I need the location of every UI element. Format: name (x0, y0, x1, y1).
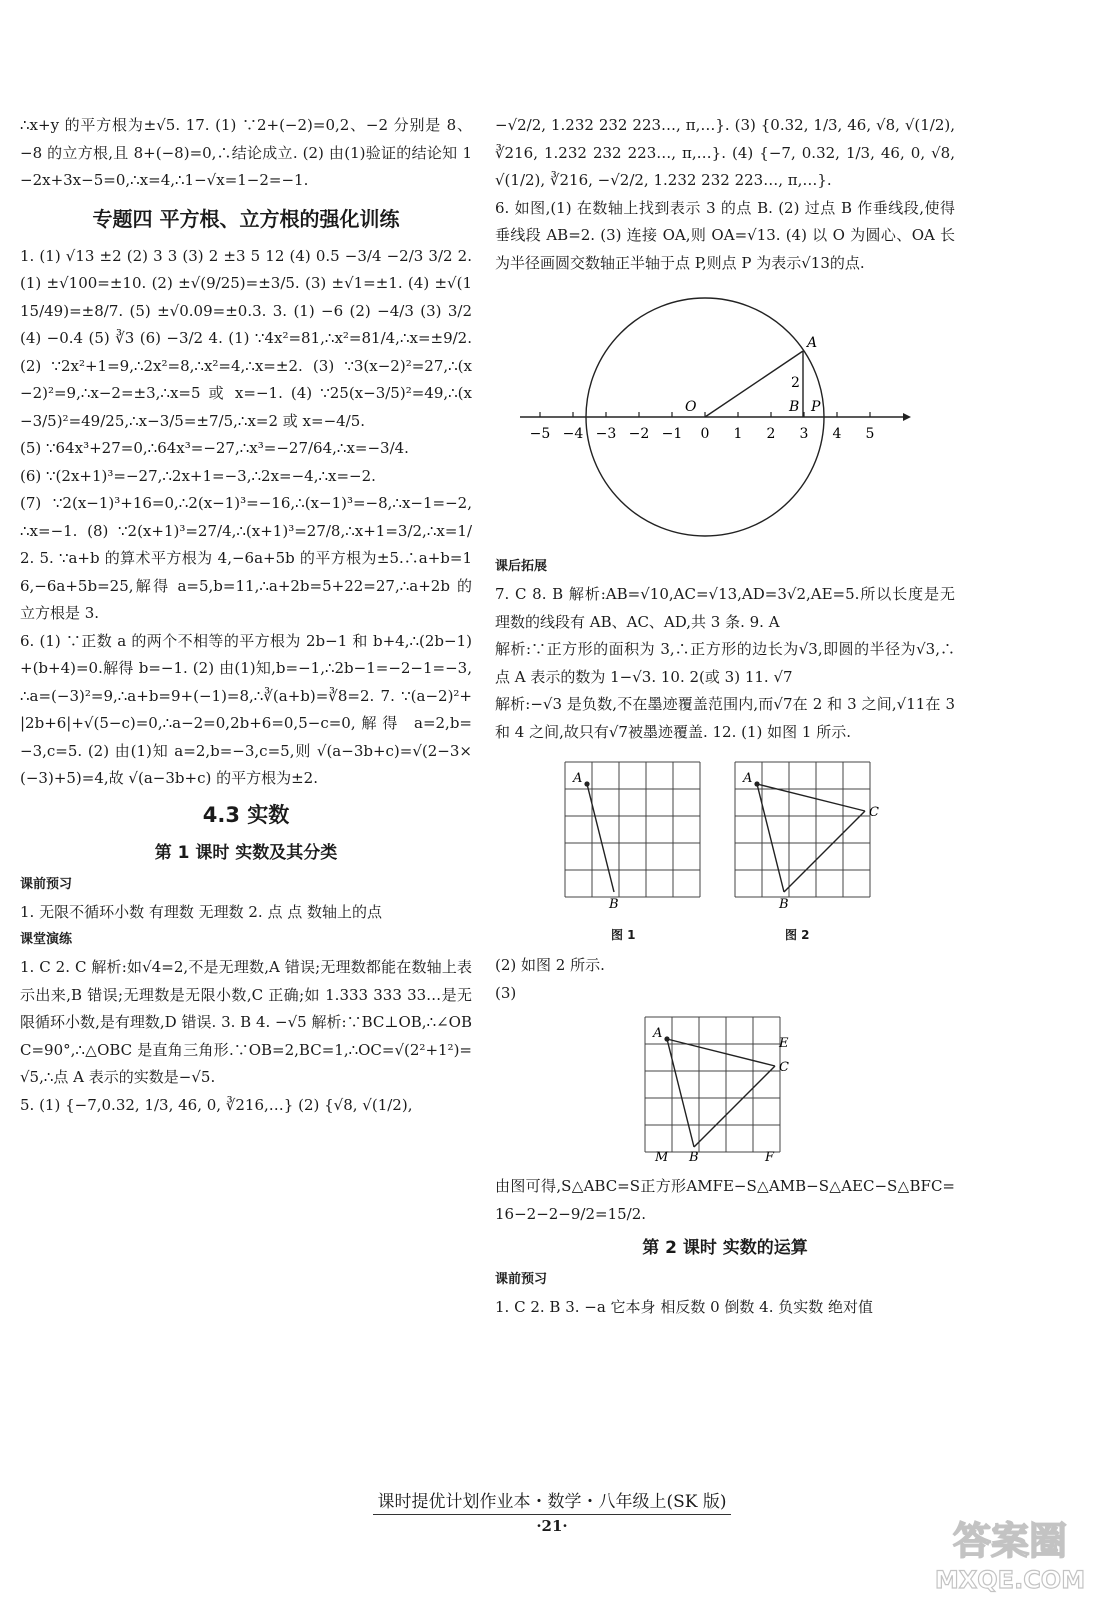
axis-tick-label: 3 (799, 426, 809, 442)
answer-paragraph: 5. (1) {−7,0.32, 1/3, 46, 0, ∛216,…} (2) {√8, √(1/2), (20, 1095, 413, 1114)
grid-figure-3-svg (495, 1013, 915, 1163)
axis-tick-label: 5 (865, 426, 875, 442)
grid-figure-3 (495, 1013, 955, 1167)
number-line-circle-diagram (495, 283, 915, 545)
grid3-C-label: C (779, 1060, 789, 1075)
number-line-figure (495, 283, 955, 549)
answer-paragraph: ∴x+y 的平方根为±√5. 17. (1) ∵2+(−2)=0,2、−2 分别是 8、−8 的立方根,且 8+(−8)=0,∴结论成立. (2) 由(1)验证的结论知 1−2x+3x−5=0,∴x=4,∴1−√x=1−2=−1. (20, 116, 472, 189)
topic-heading: 专题四 平方根、立方根的强化训练 (92, 206, 400, 231)
ab-length-label: 2 (791, 375, 800, 391)
grid1-B-label: B (609, 897, 619, 912)
grid3-A-label: A (653, 1026, 663, 1041)
answer-paragraph: 1. 无限不循环小数 有理数 无理数 2. 点 点 数轴上的点 (20, 902, 383, 921)
subsection-label: 课前预习 (20, 876, 73, 892)
answer-paragraph: (2) 如图 2 所示. (495, 956, 605, 974)
axis-tick-label: −2 (628, 426, 650, 442)
answer-paragraph: (3) (495, 983, 517, 1002)
book-title: 课时提优计划作业本・数学・八年级上(SK 版) (373, 1490, 730, 1515)
grid3-F-label: F (765, 1150, 775, 1163)
axis-tick-label: 1 (733, 426, 743, 442)
answer-paragraph: 1. C 2. B 3. −a 它本身 相反数 0 倒数 4. 负实数 绝对值 (495, 1298, 874, 1316)
watermark-logo (922, 1510, 1098, 1596)
point-O-label: O (685, 399, 697, 415)
figure1-caption: 图 1 (611, 928, 636, 942)
answer-paragraph: (6) ∵(2x+1)³=−27,∴2x+1=−3,∴2x=−4,∴x=−2. (20, 466, 376, 485)
grid3-B-label: B (689, 1150, 699, 1163)
lesson-heading: 第 2 课时 实数的运算 (642, 1238, 808, 1258)
point-B-label: B (789, 399, 800, 415)
axis-tick-label: 2 (766, 426, 776, 442)
point-A-label: A (807, 335, 818, 351)
lesson-heading: 第 1 课时 实数及其分类 (154, 842, 338, 863)
watermark-cn: 答案圈 (952, 1519, 1068, 1563)
grid-figures-1-2 (495, 752, 915, 922)
figure2-caption: 图 2 (785, 928, 810, 942)
subsection-label: 课堂演练 (20, 932, 73, 947)
answer-paragraph: 1. C 2. C 解析:如√4=2,不是无理数,A 错误;无理数都能在数轴上表示出来,B 错误;无理数是无限小数,C 正确;如 1.333 333 33…是无限循环小数,是有理数,D 错误. 3. B 4. −√5 解析:∵BC⊥OB,∴∠OBC=90°,∴△OBC 是直角三角形.∵OB=2,BC=1,∴OC=√(2²+1²)=√5,∴点 A 表示的实数是−√5. (20, 958, 472, 1086)
axis-tick-label: 4 (832, 426, 842, 442)
point-P-label: P (811, 399, 821, 415)
watermark-url: MXQE.COM (934, 1566, 1086, 1594)
section-heading: 4.3 实数 (202, 802, 290, 827)
grid2-B-label: B (779, 897, 789, 912)
axis-tick-label: −3 (595, 426, 617, 442)
right-column (495, 112, 955, 1322)
answer-paragraph: 由图可得,S△ABC=S正方形AMFE−S△AMB−S△AEC−S△BFC=16−2−2−9/2=15/2. (495, 1177, 955, 1223)
grid2-A-label: A (743, 771, 753, 786)
grid3-M-label: M (655, 1150, 669, 1163)
page-number: ·21· (536, 1517, 568, 1535)
answer-paragraph: (5) ∵64x³+27=0,∴64x³=−27,∴x³=−27/64,∴x=−3/4. (20, 439, 409, 457)
answer-paragraph: 解析:−√3 是负数,不在墨迹覆盖范围内,而√7在 2 和 3 之间,√11在 3 和 4 之间,故只有√7被墨迹覆盖. 12. (1) 如图 1 所示. (495, 695, 955, 741)
answer-paragraph: −√2/2, 1.232 232 223…, π,…}. (3) {0.32, 1/3, 46, √8, √(1/2), ∛216, 1.232 232 223…, π,…}. (4) {−7, 0.32, 1/3, 46, 0, √8, √(1/2), ∛216, −√2/2, 1.232 232 223…, π,…}. (495, 116, 955, 189)
axis-tick-label: −1 (661, 426, 683, 442)
axis-tick-label: −4 (562, 426, 584, 442)
subsection-label: 课前预习 (495, 1272, 548, 1287)
left-column (20, 112, 472, 1119)
answer-paragraph: 7. C 8. B 解析:AB=√10,AC=√13,AD=3√2,AE=5.所以长度是无理数的线段有 AB、AC、AD,共 3 条. 9. A (495, 585, 955, 631)
axis-tick-label: 0 (700, 426, 710, 442)
answer-paragraph: 1. (1) √13 ±2 (2) 3 3 (3) 2 ±3 5 12 (4) 0.5 −3/4 −2/3 3/2 2. (1) ±√100=±10. (2) ±√(9/25)=±3/5. (3) ±√1=±1. (4) ±√(1 15/49)=±8/7. (5) ±√0.09=±0.3. 3. (1) −6 (2) −4/3 (3) 3/2 (4) −0.4 (5) ∛3 (6) −3/2 4. (1) ∵4x²=81,∴x²=81/4,∴x=±9/2. (2) ∵2x²+1=9,∴2x²=8,∴x²=4,∴x=±2. (3) ∵3(x−2)²=27,∴(x−2)²=9,∴x−2=±3,∴x=5 或 x=−1. (4) ∵25(x−3/5)²=49,∴(x−3/5)²=49/25,∴x−3/5=±7/5,∴x=2 或 x=−4/5. (20, 246, 472, 430)
answer-paragraph: 解析:∵正方形的面积为 3,∴正方形的边长为√3,即圆的半径为√3,∴点 A 表示的数为 1−√3. 10. 2(或 3) 11. √7 (495, 640, 955, 686)
answer-paragraph: (7) ∵2(x−1)³+16=0,∴2(x−1)³=−16,∴(x−1)³=−8,∴x−1=−2,∴x=−1. (8) ∵2(x+1)³=27/4,∴(x+1)³=27/8,∴x+1=3/2,∴x=1/2. 5. ∵a+b 的算术平方根为 4,−6a+5b 的平方根为±5.∴a+b=16,−6a+5b=25,解得 a=5,b=11,∴a+2b=5+22=27,∴a+2b 的立方根是 3. (20, 494, 472, 622)
subsection-label: 课后拓展 (495, 559, 548, 574)
answer-paragraph: 6. (1) ∵正数 a 的两个不相等的平方根为 2b−1 和 b+4,∴(2b−1)+(b+4)=0.解得 b=−1. (2) 由(1)知,b=−1,∴2b−1=−2−1=−3,∴a=(−3)²=9,∴a+b=9+(−1)=8,∴∛(a+b)=∛8=2. 7. ∵(a−2)²+|2b+6|+√(5−c)=0,∴a−2=0,2b+6=0,5−c=0,解得 a=2,b=−3,c=5. (2) 由(1)知 a=2,b=−3,c=5,则 √(a−3b+c)=√(2−3×(−3)+5)=4,故 √(a−3b+c) 的平方根为±2. (20, 631, 472, 787)
answer-paragraph: 6. 如图,(1) 在数轴上找到表示 3 的点 B. (2) 过点 B 作垂线段,使得垂线段 AB=2. (3) 连接 OA,则 OA=√13. (4) 以 O 为圆心、OA 长为半径画圆交数轴正半轴于点 P,则点 P 为表示√13的点. (495, 198, 955, 272)
grid3-E-label: E (779, 1036, 789, 1051)
grid-figures-row (495, 752, 955, 946)
grid1-A-label: A (573, 771, 583, 786)
axis-tick-label: −5 (529, 426, 551, 442)
grid2-C-label: C (869, 805, 879, 820)
